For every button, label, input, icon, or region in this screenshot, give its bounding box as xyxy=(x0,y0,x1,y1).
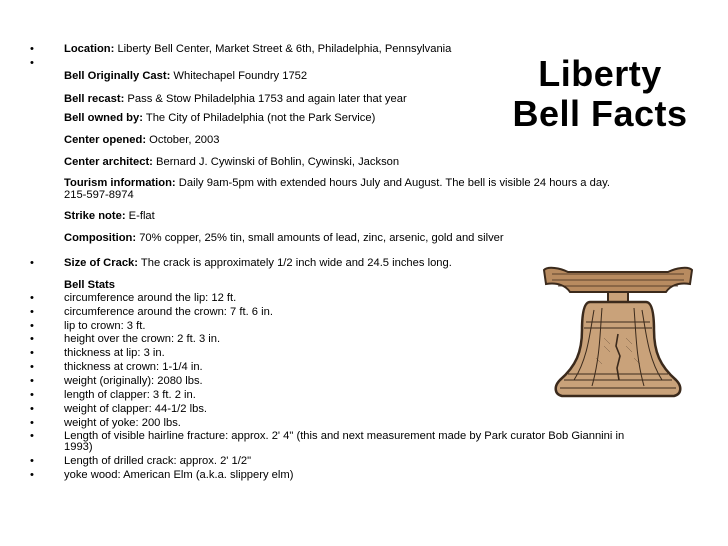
title-line-1: Liberty xyxy=(538,53,662,94)
stat-text-wrap: 1993) xyxy=(64,441,93,453)
stat-text: circumference around the lip: 12 ft. xyxy=(64,292,237,304)
fact-value: E-flat xyxy=(125,210,155,222)
fact-value: Whitechapel Foundry 1752 xyxy=(170,70,308,82)
bullet: • xyxy=(30,57,34,69)
liberty-bell-icon xyxy=(538,262,698,412)
fact-value: The crack is approximately 1/2 inch wide and 24.5 inches long. xyxy=(138,257,452,269)
stat-text: weight of clapper: 44-1/2 lbs. xyxy=(64,403,208,415)
fact-label: Bell owned by: xyxy=(64,112,143,124)
stats-heading: Bell Stats xyxy=(64,279,115,291)
stat-text: length of clapper: 3 ft. 2 in. xyxy=(64,389,196,401)
fact-value-phone: 215-597-8974 xyxy=(64,189,134,201)
bullet: • xyxy=(30,455,34,467)
fact-label: Size of Crack: xyxy=(64,257,138,269)
stat-text: yoke wood: American Elm (a.k.a. slippery elm) xyxy=(64,469,294,481)
stat-text: lip to crown: 3 ft. xyxy=(64,320,146,332)
fact-label: Bell recast: xyxy=(64,93,125,105)
fact-label: Center opened: xyxy=(64,134,147,146)
fact-label: Bell Originally Cast: xyxy=(64,70,171,82)
fact-label: Tourism information: xyxy=(64,177,176,189)
title-line-2: Bell Facts xyxy=(512,93,688,134)
bullet: • xyxy=(30,375,34,387)
bullet: • xyxy=(30,333,34,345)
fact-label: Location: xyxy=(64,43,115,55)
stat-text: height over the crown: 2 ft. 3 in. xyxy=(64,333,221,345)
fact-value: Bernard J. Cywinski of Bohlin, Cywinski, Jackson xyxy=(152,156,400,168)
bullet: • xyxy=(30,320,34,332)
bullet: • xyxy=(30,306,34,318)
fact-value: The City of Philadelphia (not the Park Service) xyxy=(142,112,376,124)
stat-text: Length of visible hairline fracture: approx. 2' 4" (this and next measurement made by Park curator Bob Giannini in xyxy=(64,430,625,442)
bullet: • xyxy=(30,347,34,359)
stat-text: thickness at crown: 1-1/4 in. xyxy=(64,361,203,373)
fact-value: October, 2003 xyxy=(146,134,220,146)
stat-text: Length of drilled crack: approx. 2' 1/2" xyxy=(64,455,252,467)
bullet: • xyxy=(30,361,34,373)
fact-value: 70% copper, 25% tin, small amounts of lead, zinc, arsenic, gold and silver xyxy=(136,232,504,244)
bullet: • xyxy=(30,430,34,442)
bullet: • xyxy=(30,469,34,481)
stat-text: circumference around the crown: 7 ft. 6 in. xyxy=(64,306,273,318)
bullet: • xyxy=(30,403,34,415)
bullet: • xyxy=(30,292,34,304)
bullet: • xyxy=(30,43,34,55)
fact-label: Strike note: xyxy=(64,210,126,222)
stat-text: weight of yoke: 200 lbs. xyxy=(64,417,181,429)
fact-label: Composition: xyxy=(64,232,137,244)
bullet: • xyxy=(30,417,34,429)
fact-label: Center architect: xyxy=(64,156,153,168)
stat-text: weight (originally): 2080 lbs. xyxy=(64,375,203,387)
fact-value: Pass & Stow Philadelphia 1753 and again later that year xyxy=(124,93,407,105)
bullet: • xyxy=(30,389,34,401)
bullet: • xyxy=(30,257,34,269)
stat-text: thickness at lip: 3 in. xyxy=(64,347,165,359)
fact-value: Liberty Bell Center, Market Street & 6th, Philadelphia, Pennsylvania xyxy=(114,43,452,55)
fact-value: Daily 9am-5pm with extended hours July and August. The bell is visible 24 hours a day. xyxy=(175,177,610,189)
